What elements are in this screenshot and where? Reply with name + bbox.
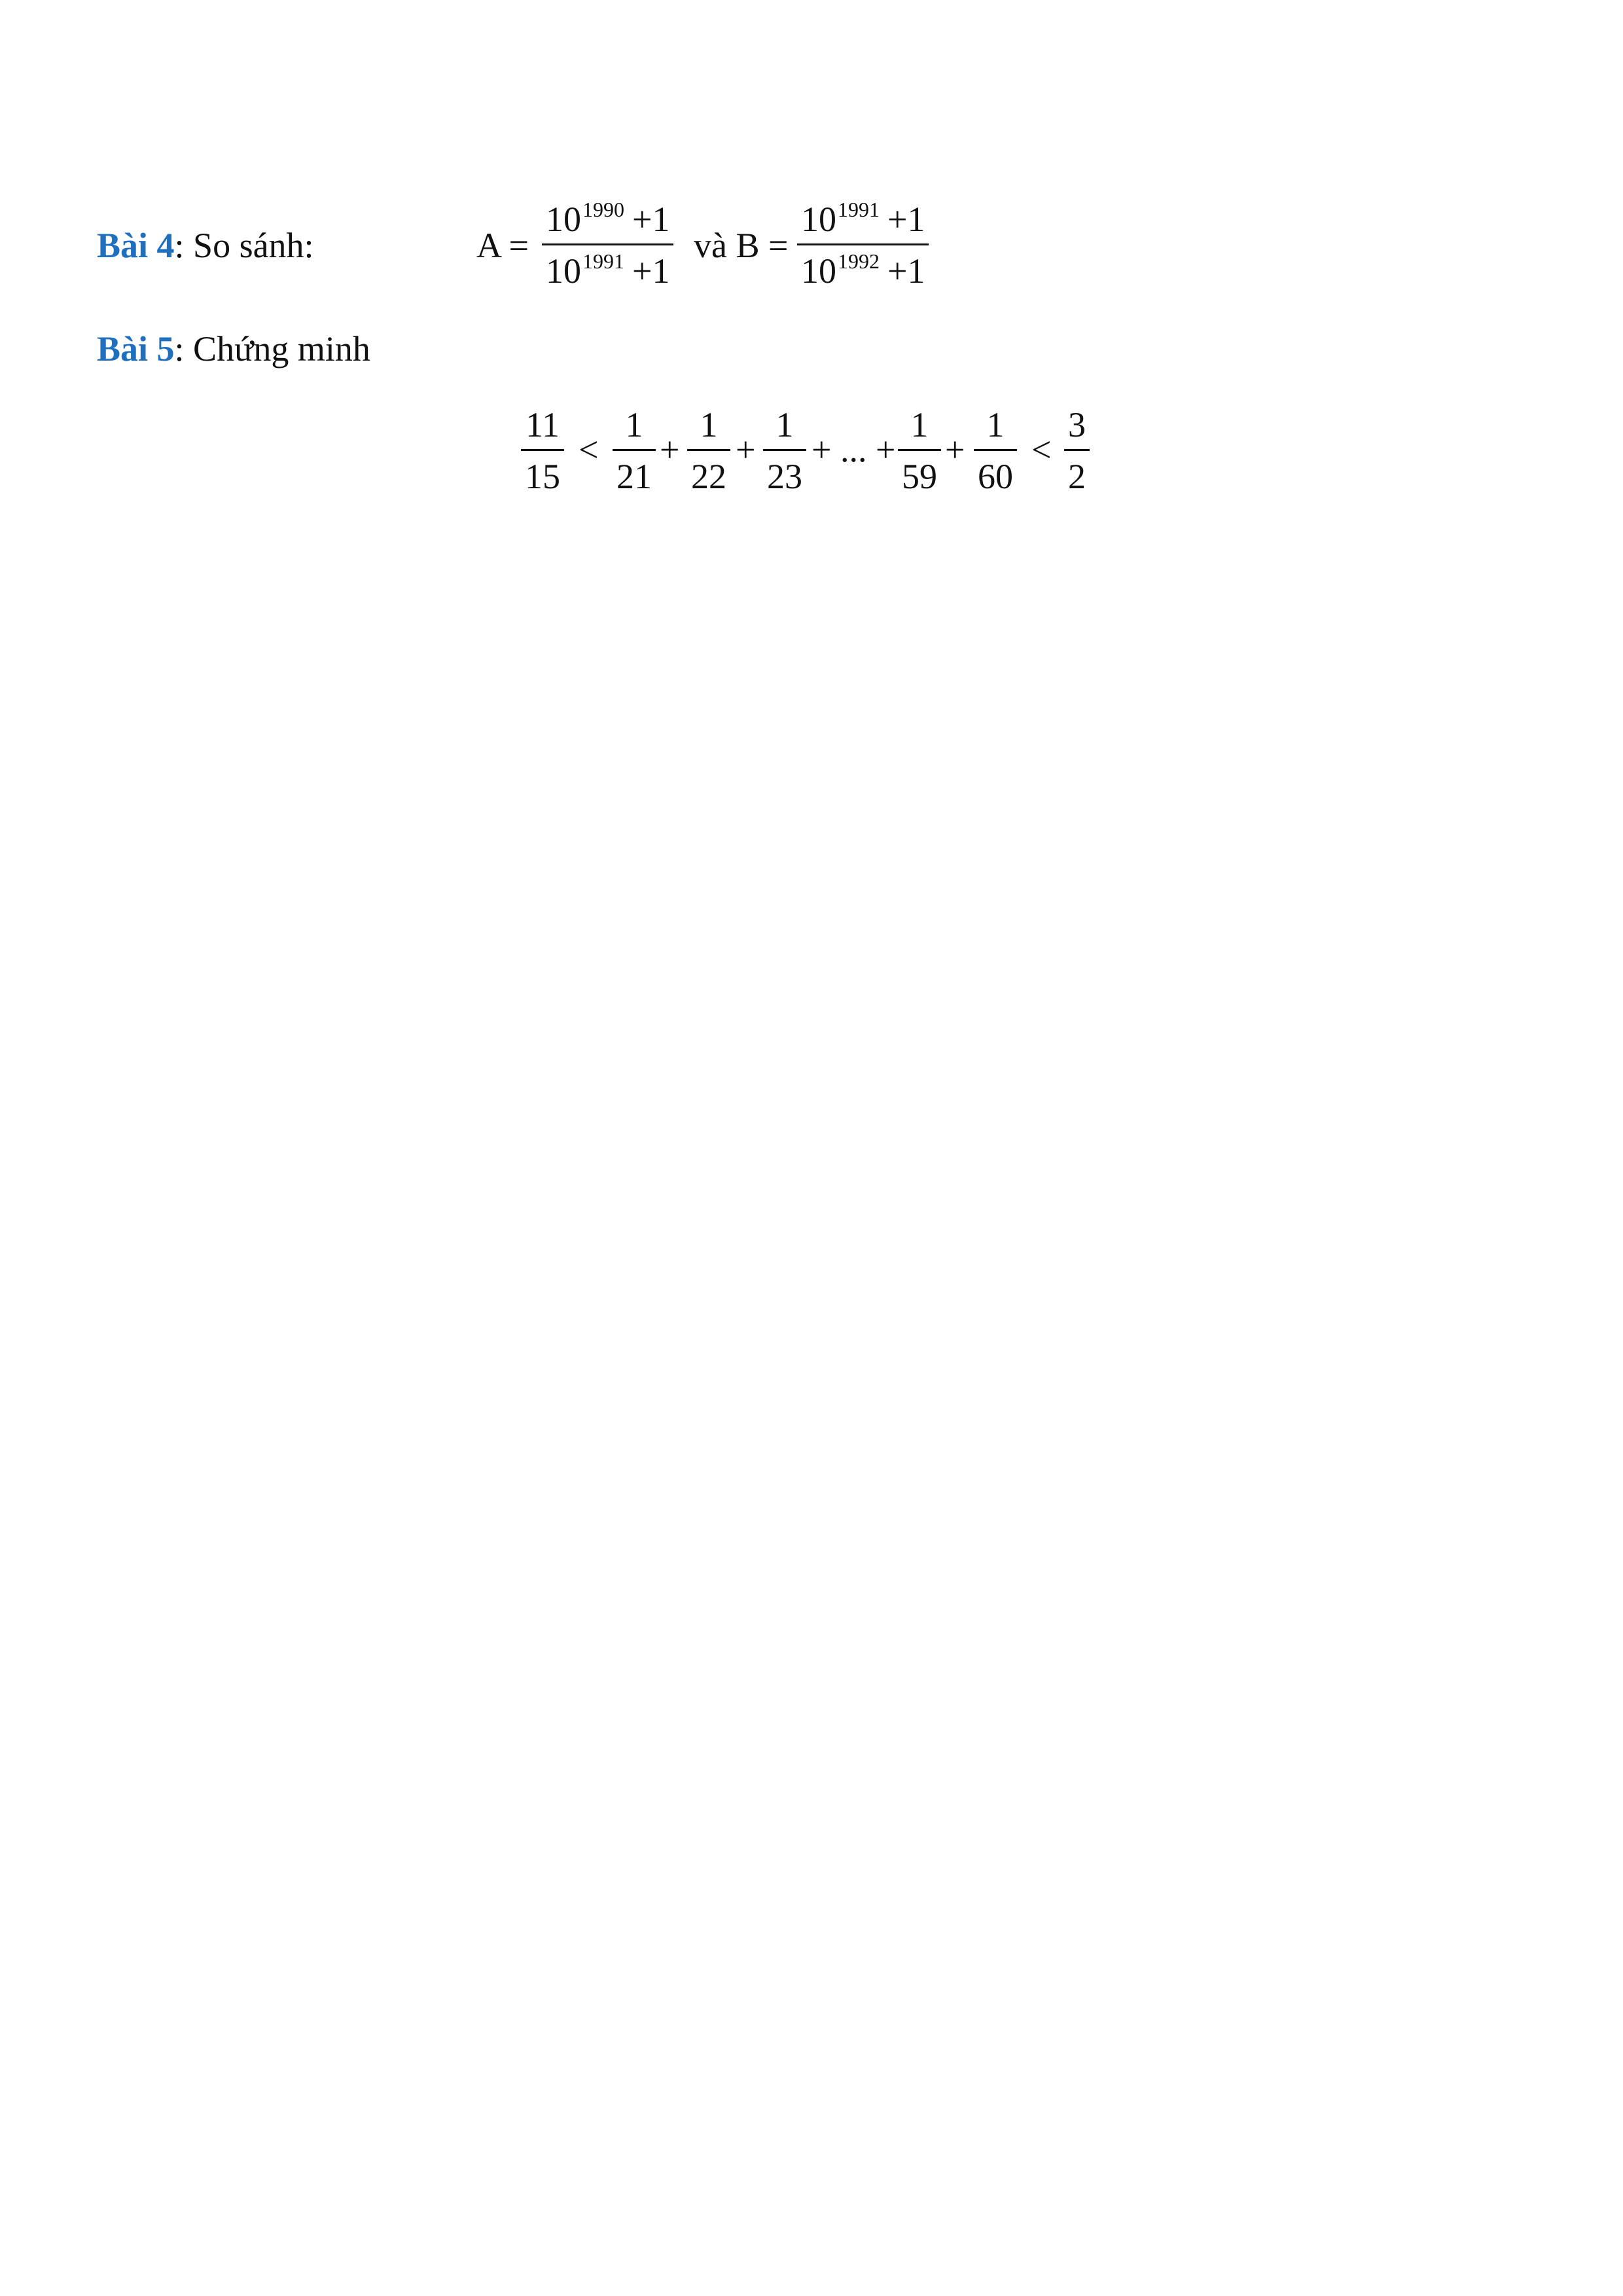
fraction-a-denominator: $10^{1991} +1$: [546, 249, 670, 291]
fraction-b-denominator: $10^{1992} +1$: [801, 249, 925, 291]
bai5-colon: :: [174, 329, 185, 368]
bai4-instruction: So sánh:: [193, 226, 314, 265]
fraction-1-60: 1 60: [974, 407, 1017, 494]
less-than-left: <: [579, 430, 599, 469]
plus-1: +: [660, 430, 680, 469]
bai4-colon: :: [174, 226, 185, 265]
fraction-a: [542, 198, 673, 291]
bai5-instruction: Chứng minh: [193, 329, 370, 368]
fraction-b-bar: [797, 243, 929, 245]
fraction-1-59: 1 59: [898, 407, 941, 494]
fraction-11-15: 11 15: [521, 407, 564, 494]
and-b-equals: và B =: [694, 226, 789, 265]
plus-2: +: [736, 430, 756, 469]
fraction-a-numerator: $10^{1990} +1$: [546, 198, 670, 239]
a-equals: A =: [476, 226, 529, 265]
bai5-label: Bài 5: [97, 329, 175, 368]
fraction-1-23: 1 23: [763, 407, 806, 494]
fraction-1-21: 1 21: [613, 407, 656, 494]
bai4-label: Bài 4: [97, 226, 175, 265]
plus-ellipsis-plus: + ... +: [812, 430, 896, 469]
fraction-a-bar: [542, 243, 673, 245]
bai4-heading: [97, 228, 314, 263]
fraction-3-2: 3 2: [1064, 407, 1090, 494]
plus-3: +: [945, 430, 965, 469]
fraction-b: [797, 198, 929, 291]
bai5-heading: [97, 331, 370, 367]
less-than-right: <: [1031, 430, 1052, 469]
fraction-1-22: 1 22: [687, 407, 730, 494]
fraction-b-numerator: $10^{1991} +1$: [801, 198, 925, 239]
